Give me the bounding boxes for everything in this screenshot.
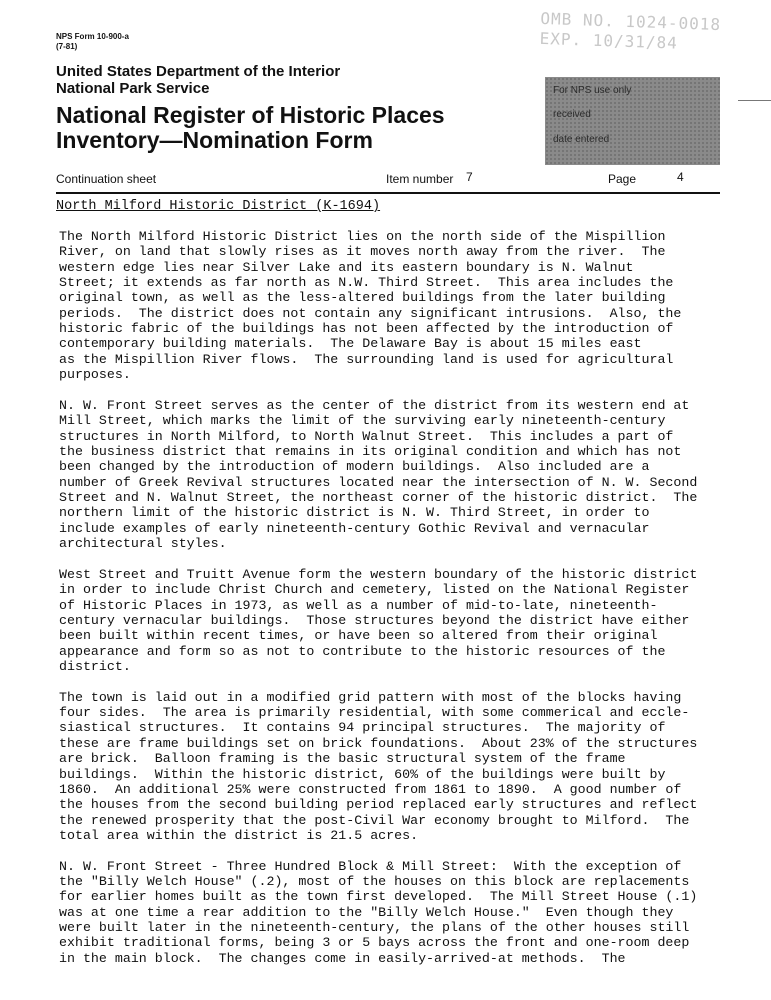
service-name: National Park Service [56,80,210,97]
item-number-label: Item number [386,172,454,186]
stamp-line-2: EXP. 10/31/84 [539,28,679,53]
department-name: United States Department of the Interior [56,63,341,80]
district-heading-text: North Milford Historic District (K-1694) [56,199,381,214]
nps-use-only-label: For NPS use only [553,85,632,96]
form-identifier [56,32,129,52]
item-number-value: 7 [466,170,473,184]
continuation-sheet-label: Continuation sheet [56,172,157,186]
form-title-line-2: Inventory—Nomination Form [56,127,373,153]
omb-stamp [539,9,721,55]
form-title-line-1: National Register of Historic Places [56,102,445,128]
edge-scan-marks [738,100,771,121]
form-number: NPS Form 10-900-a [56,32,129,41]
continuation-bar [56,170,720,194]
stamp-line-1: OMB NO. 1024-0018 [540,8,722,35]
paragraph-three-hundred-block: N. W. Front Street - Three Hundred Block & Mill Street: With the exception of the "Billy Welch House" (.2), most of the houses on this block are replacements for earlier homes built as the town first developed. The Mill Street House (.1) was at one time a rear addition to the "Billy Welch House." Even though they were built later in the nineteenth-century, the plans of the other houses still exhibit traditional forms, being 3 or 5 bays across the front and one-room deep in the main block. The changes come in easily-arrived-at methods. The [59,858,698,966]
date-entered-label: date entered [553,134,610,145]
form-version: (7-81) [56,42,78,51]
district-heading [56,199,380,215]
received-label: received [553,109,591,120]
agency-heading [56,63,340,97]
nps-use-only-box [545,77,720,165]
body-text [59,229,739,982]
paragraph-western-boundary: West Street and Truitt Avenue form the western boundary of the historic district in order to include Christ Church and cemetery, listed on the National Register of Historic Places in 1973, as well as a number of mid-to-late, nineteenth- century vernacular buildings. Those structures beyond the district have either been built within recent times, or have been so altered from their original appearance and form so as not to contribute to the historic resources of the district. [59,566,698,674]
paragraph-front-street: N. W. Front Street serves as the center of the district from its western end at Mill Street, which marks the limit of the surviving early nineteenth-century structures in North Milford, to North Walnut Street. This includes a part of the business district that remains in its original condition and which has not been changed by the introduction of modern buildings. Also included are a number of Greek Revival structures located near the intersection of N. W. Second Street and N. Walnut Street, the northeast corner of the historic district. The northern limit of the historic district is N. W. Third Street, in order to include examples of early nineteenth-century Gothic Revival and vernacular architectural styles. [59,397,698,552]
paragraph-location: The North Milford Historic District lies on the north side of the Mispillion River, on land that slowly rises as it moves north away from the river. The western edge lies near Silver Lake and its eastern boundary is N. Walnut Street; it extends as far north as N.W. Third Street. This area includes the original town, as well as the less-altered buildings from the later building periods. The district does not contain any significant intrusions. Also, the historic fabric of the buildings has not been affected by the introduction of contemporary building materials. The Delaware Bay is about 15 miles east as the Mispillion River flows. The surrounding land is used for agricultural purposes. [59,229,682,383]
page-number: 4 [677,170,684,184]
form-title [56,103,445,153]
paragraph-town-layout: The town is laid out in a modified grid pattern with most of the blocks having four sides. The area is primarily residential, with some commerical and eccle- siastical structures. It contains 94 principal structures. The majority of these are frame buildings set on brick foundations. About 23% of the structures are brick. Balloon framing is the basic structural system of the frame buildings. Within the historic district, 60% of the buildings were built by 1860. An additional 25% were constructed from 1861 to 1890. A good number of the houses from the second building period replaced early structures and reflect the renewed prosperity that the post-Civil War economy brought to Milford. The total area within the district is 21.5 acres. [59,689,698,843]
page-label: Page [608,172,637,186]
